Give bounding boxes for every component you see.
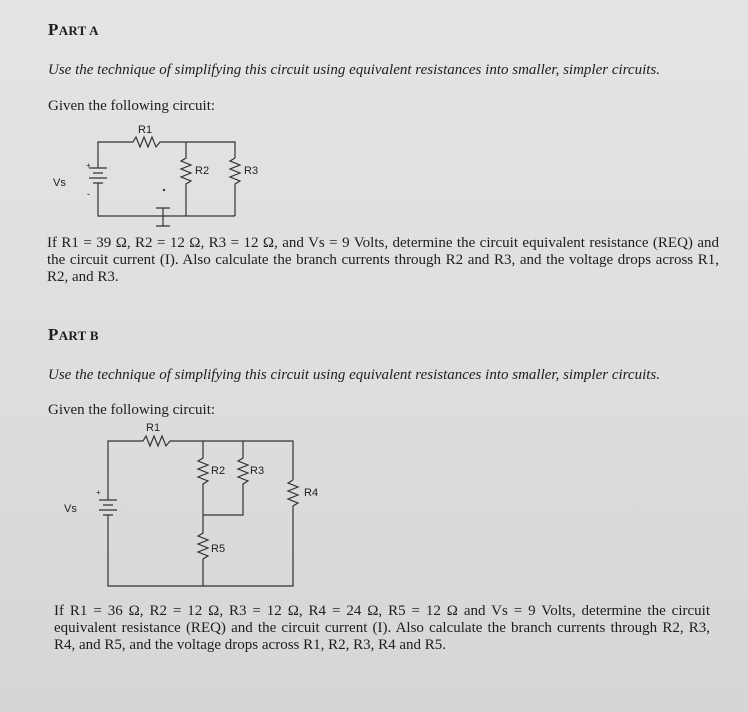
part-b-plus-label: + [96,488,101,497]
part-a-heading-rest: ART A [58,23,99,38]
part-b-vs-label: Vs [64,503,77,515]
part-a-r1-label: R1 [138,124,153,136]
part-a-r2-label: R2 [195,165,210,177]
part-a-given: Given the following circuit: [48,98,216,114]
part-a-minus-label: - [87,189,90,199]
part-a-plus-label: + [86,161,91,170]
part-a-instruction: Use the technique of simplifying this circuit using equivalent resistances into smaller, simpler circuits. [48,62,661,78]
part-b-r5-label: R5 [211,543,226,555]
part-b-instruction: Use the technique of simplifying this circuit using equivalent resistances into smaller, simpler circuits. [48,367,661,383]
part-b-r1-label: R1 [146,422,161,434]
part-b-heading-rest: ART B [58,328,99,343]
part-b-r4-label: R4 [304,487,319,499]
part-b-r2-label: R2 [211,465,226,477]
part-b-heading-initial: P [48,325,59,344]
part-b-problem: If R1 = 36 Ω, R2 = 12 Ω, R3 = 12 Ω, R4 = 24 Ω, R5 = 12 Ω and Vs = 9 Volts, determine the circuit equivalent resistance (REQ) and the circuit current (I). Also calculate the branch currents through R2, R3, R4, and R5, and the voltage drops across R1, R2, R3, R4 and R5. [54,603,710,653]
part-a-problem: If R1 = 39 Ω, R2 = 12 Ω, R3 = 12 Ω, and Vs = 9 Volts, determine the circuit equivalent resistance (REQ) and the circuit current (I). Also calculate the branch currents through R2 and R3, and the voltage drops across R1, R2, and R3. [47,235,719,285]
part-a-r3-label: R3 [244,165,259,177]
part-a-heading-initial: P [48,20,59,39]
part-a-vs-label: Vs [53,177,66,189]
part-b-given: Given the following circuit: [48,402,216,418]
part-b-r3-label: R3 [250,465,265,477]
